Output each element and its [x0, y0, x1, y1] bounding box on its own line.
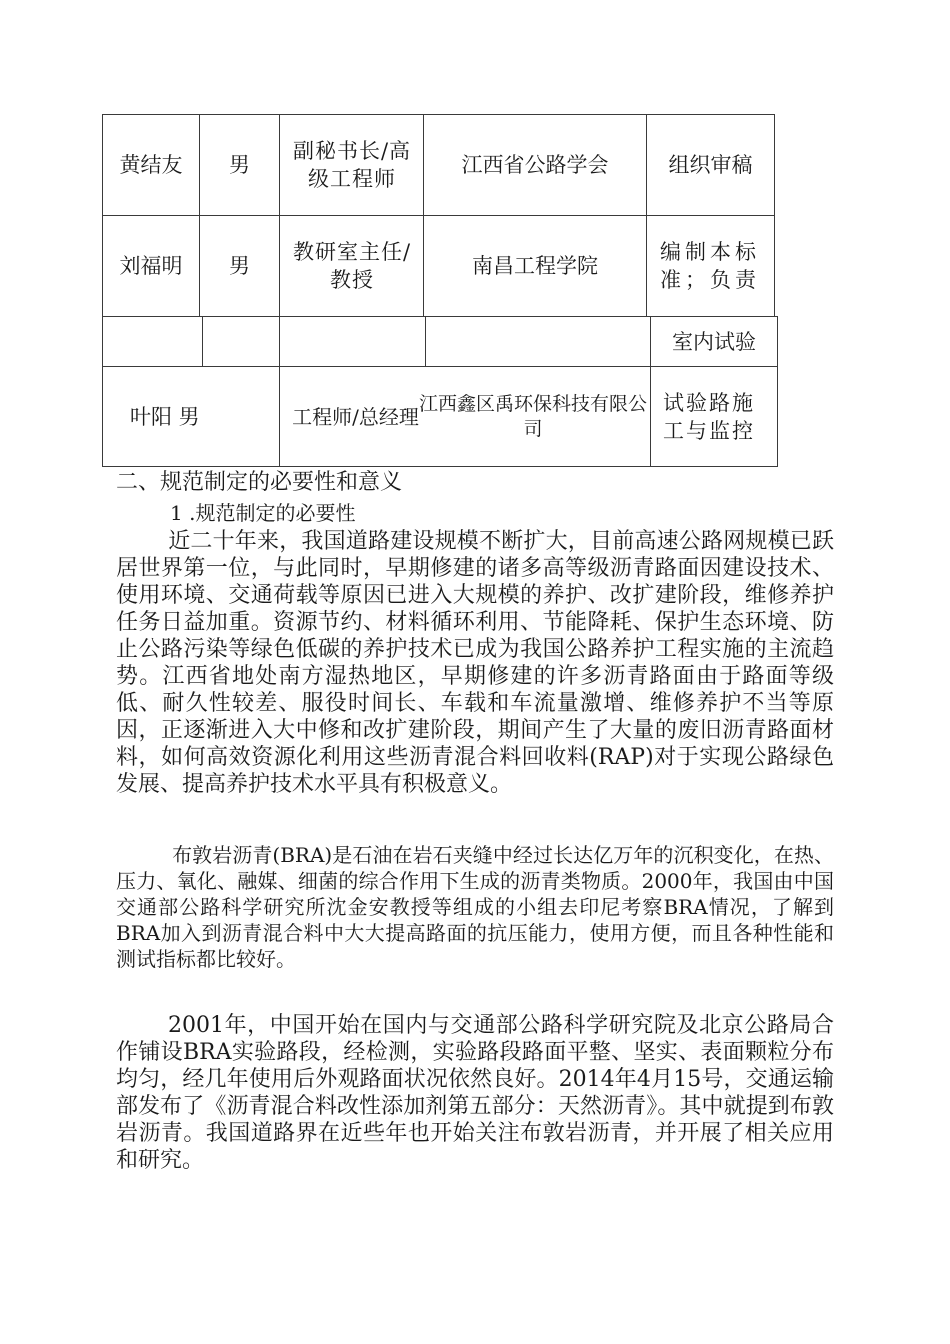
table-cell-name: 刘福明	[119, 254, 183, 278]
paragraph	[116, 842, 834, 972]
table-cell-gender: 男	[229, 254, 250, 278]
table-cell-role: 试验路施工与监控	[663, 390, 755, 443]
paragraph	[116, 1012, 834, 1174]
paragraph	[116, 528, 834, 798]
table-cell-org: 江西省公路学会	[461, 153, 609, 177]
table-border	[102, 466, 778, 467]
table-cell-gender: 男	[229, 153, 250, 177]
table-cell-org: 南昌工程学院	[472, 254, 598, 278]
section-heading: 二、规范制定的必要性和意义	[116, 470, 403, 495]
table-cell-role: 室内试验	[672, 329, 756, 354]
table-cell-name: 黄结友	[119, 153, 183, 177]
table-cell-title	[280, 317, 425, 366]
table-cell-role: 组织审稿	[668, 153, 753, 177]
table-cell-name: 叶阳 男	[130, 404, 200, 429]
paragraph-text: 布敦岩沥青(BRA)是石油在岩石夹缝中经过长达亿万年的沉积变化，在热、压力、氧化、融媒、细菌的综合作用下生成的沥青类物质。2000年，我国由中国交通部公路科学研究所沈金安教授等组成的小组去印尼考察BRA情况，了解到BRA加入到沥青混合料中大大提高路面的抗压能力，使用方便，而且各种性能和测试指标都比较好。	[116, 843, 834, 971]
table-cell-org: 江西鑫区禹环保科技有限公司	[418, 392, 647, 440]
table-cell-role: 编制本标准；负责	[660, 240, 760, 292]
section-subheading: 1 .规范制定的必要性	[170, 501, 356, 525]
table-cell-org	[426, 317, 650, 366]
table-cell-name	[103, 317, 202, 366]
table-cell-title: 副秘书长/高级工程师	[292, 139, 412, 191]
paragraph-text: 2001年，中国开始在国内与交通部公路科学研究院及北京公路局合作铺设BRA实验路段，经检测，实验路段路面平整、坚实、表面颗粒分布均匀，经几年使用后外观路面状况依然良好。2014年4月15号，交通运输部发布了《沥青混合料改性添加剂第五部分：天然沥青》。其中就提到布敦岩沥青。我国道路界在近些年也开始关注布敦岩沥青，并开展了相关应用和研究。	[116, 1013, 834, 1173]
table-border	[777, 316, 778, 466]
table-cell-title: 教研室主任/教授	[292, 240, 412, 292]
paragraph-text: 近二十年来，我国道路建设规模不断扩大，目前高速公路网规模已跃居世界第一位，与此同时，早期修建的诸多高等级沥青路面因建设技术、使用环境、交通荷载等原因已进入大规模的养护、改扩建阶段，维修养护任务日益加重。资源节约、材料循环利用、节能降耗、保护生态环境、防止公路污染等绿色低碳的养护技术已成为我国公路养护工程实施的主流趋势。江西省地处南方湿热地区，早期修建的许多沥青路面由于路面等级低、耐久性较差、服役时间长、车载和车流量激增、维修养护不当等原因，正逐渐进入大中修和改扩建阶段，期间产生了大量的废旧沥青路面材料，如何高效资源化利用这些沥青混合料回收料(RAP)对于实现公路绿色发展、提高养护技术水平具有积极意义。	[116, 529, 834, 797]
table-cell-gender	[203, 317, 279, 366]
table-cell-title: 工程师/总经理	[292, 404, 419, 429]
